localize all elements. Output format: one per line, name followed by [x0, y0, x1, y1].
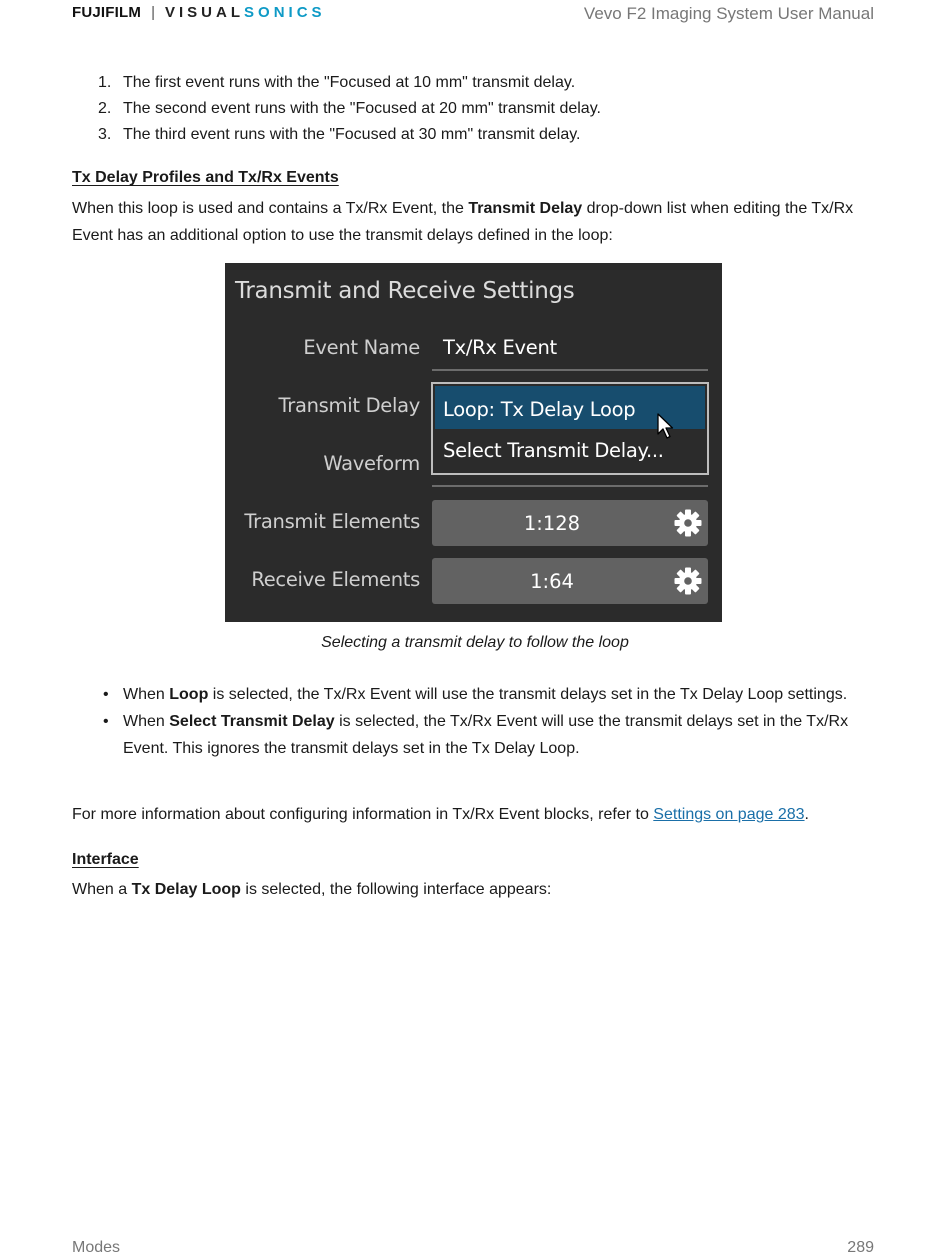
section-paragraph: When a Tx Delay Loop is selected, the following interface appears:: [72, 881, 552, 898]
list-text: The second event runs with the "Focused at 20 mm" transmit delay.: [123, 100, 601, 117]
list-number: 1.: [98, 74, 112, 91]
list-item: [72, 96, 872, 122]
event-name-label: Event Name: [303, 336, 420, 359]
section-heading: Tx Delay Profiles and Tx/Rx Events: [72, 169, 339, 186]
page-number: 289: [847, 1239, 874, 1256]
list-number: 3.: [98, 126, 112, 143]
receive-elements-button[interactable]: [432, 558, 708, 604]
divider: [432, 369, 708, 371]
bullet-list: [72, 681, 862, 762]
list-number: 2.: [98, 100, 112, 117]
logo-sonics: SONICS: [244, 3, 326, 21]
event-name-field[interactable]: Tx/Rx Event: [443, 336, 557, 359]
section-paragraph: When this loop is used and contains a Tx/Rx Event, the Transmit Delay drop-down list when editing the Tx/Rx Event has an additional option to use the transmit delays defined in the loop:: [72, 200, 854, 244]
dropdown-option-select-transmit-delay[interactable]: Select Transmit Delay...: [443, 439, 664, 462]
list-text: The third event runs with the "Focused at 30 mm" transmit delay.: [123, 126, 581, 143]
figure-caption: Selecting a transmit delay to follow the loop: [321, 634, 629, 651]
settings-link[interactable]: Settings on page 283: [653, 806, 805, 823]
receive-elements-label: Receive Elements: [251, 568, 420, 591]
list-item: [72, 122, 872, 148]
section-heading: Interface: [72, 851, 139, 868]
transmit-elements-value: 1:128: [523, 512, 581, 535]
brand-logo: [72, 3, 326, 21]
receive-elements-value: 1:64: [530, 570, 574, 593]
gear-icon[interactable]: [674, 567, 702, 595]
waveform-label: Waveform: [323, 452, 420, 475]
footer-section: Modes: [72, 1239, 121, 1256]
cursor-icon: [656, 413, 674, 441]
logo-fujifilm: FUJIFILM: [72, 3, 142, 21]
logo-visual: VISUAL: [165, 3, 245, 21]
list-text: The first event runs with the "Focused at 10 mm" transmit delay.: [123, 74, 576, 91]
logo-separator: |: [151, 3, 155, 21]
gear-icon[interactable]: [674, 509, 702, 537]
dropdown-option-loop[interactable]: Loop: Tx Delay Loop: [435, 386, 705, 429]
manual-title: Vevo F2 Imaging System User Manual: [583, 4, 874, 23]
transmit-receive-settings-panel: [225, 263, 722, 622]
list-item: [72, 70, 872, 96]
steps-list: [72, 70, 872, 148]
list-item: • When Select Transmit Delay is selected, the Tx/Rx Event will use the transmit delays set in the Tx/Rx Event. This ignores the transmit delays set in the Tx Delay Loop.: [72, 708, 862, 762]
transmit-elements-button[interactable]: [432, 500, 708, 546]
transmit-elements-label: Transmit Elements: [244, 510, 420, 533]
list-item: • When Loop is selected, the Tx/Rx Event will use the transmit delays set in the Tx Delay Loop settings.: [72, 681, 862, 708]
transmit-delay-label: Transmit Delay: [278, 394, 420, 417]
divider: [432, 485, 708, 487]
more-info-paragraph: For more information about configuring information in Tx/Rx Event blocks, refer to Settings on page 283.: [72, 806, 809, 823]
panel-title: Transmit and Receive Settings: [235, 278, 575, 304]
